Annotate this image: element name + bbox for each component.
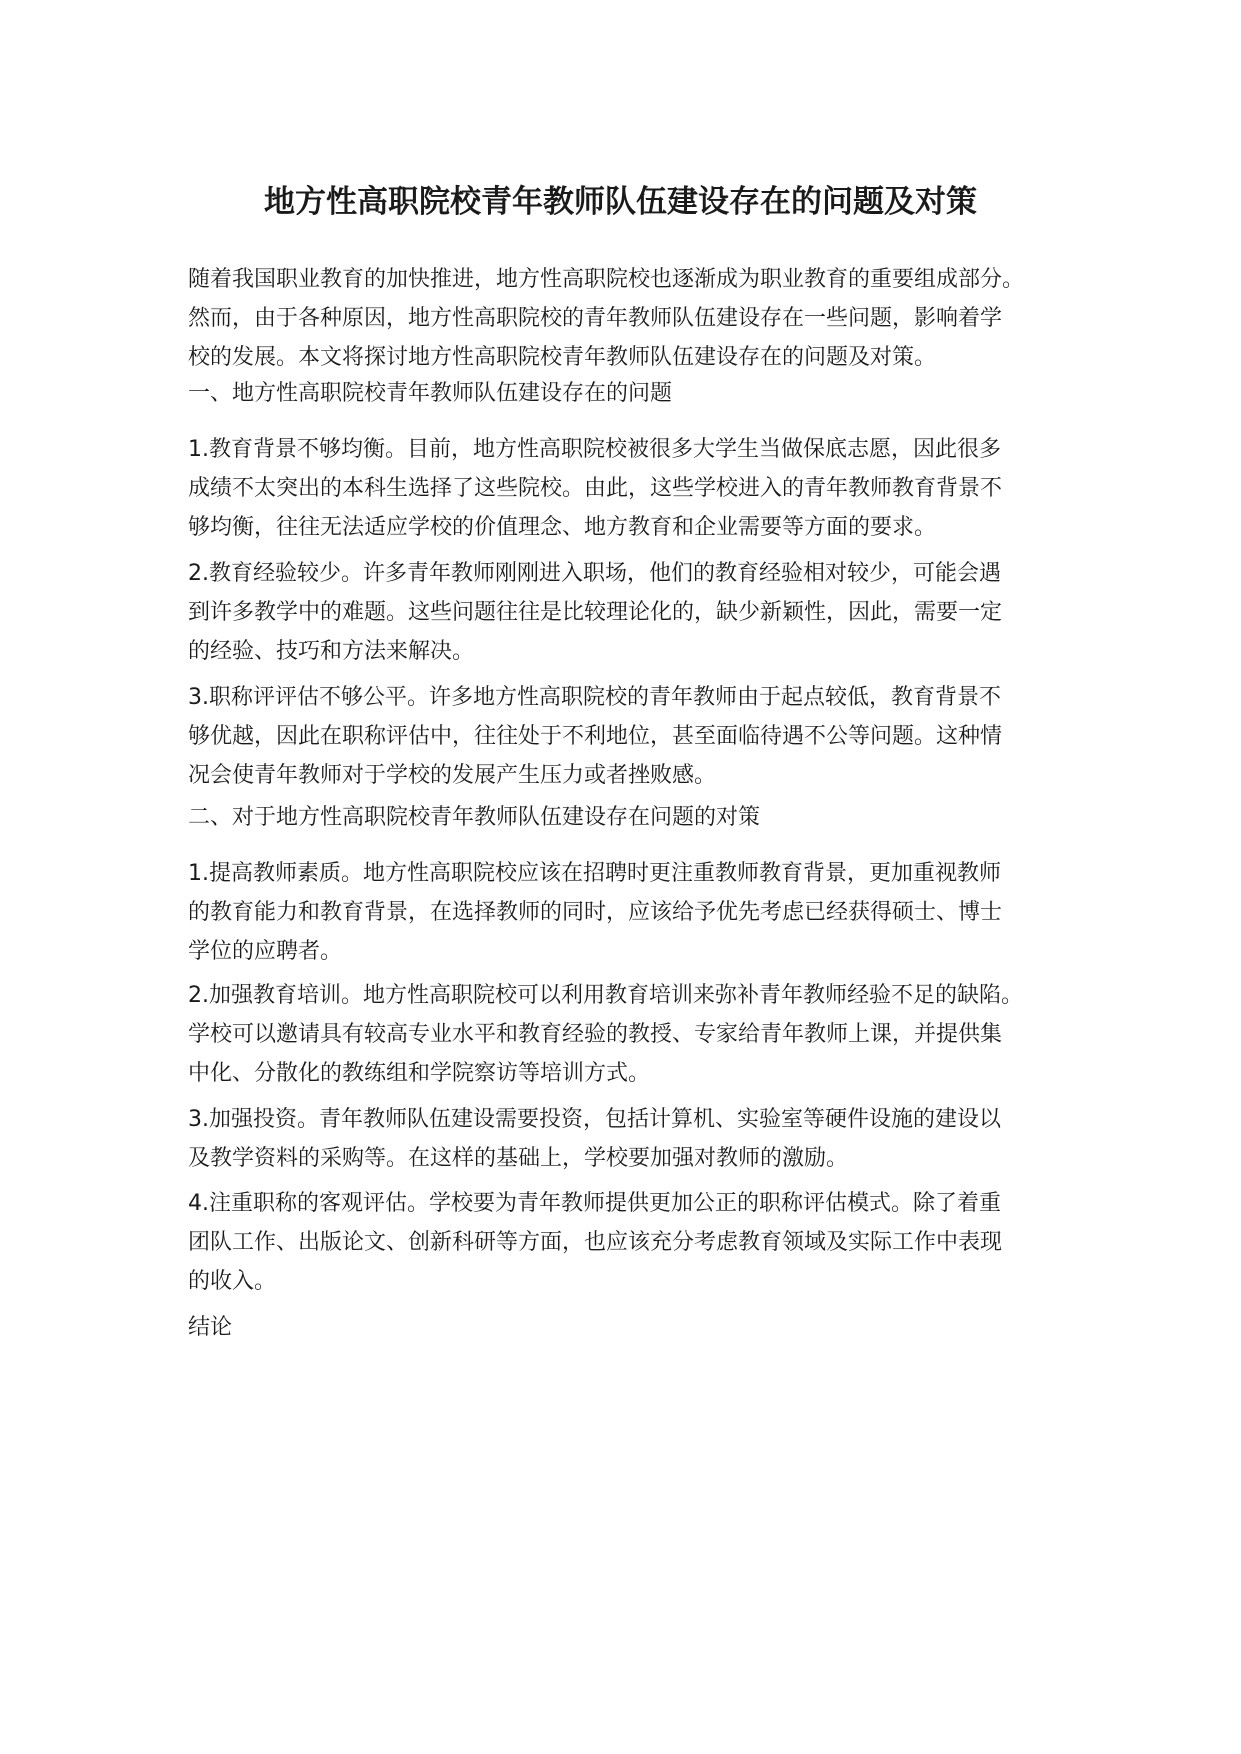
text-line: 中化、分散化的教练组和学院察访等培训方式。 (188, 1061, 651, 1086)
text-line: 1.提高教师素质。地方性高职院校应该在招聘时更注重教师教育背景，更加重视教师 (188, 861, 1001, 886)
text-line: 学位的应聘者。 (188, 939, 343, 964)
paragraph-solution-1 (188, 854, 1073, 971)
text-line: 的收入。 (188, 1269, 277, 1294)
text-line: 校的发展。本文将探讨地方性高职院校青年教师队伍建设存在的问题及对策。 (188, 345, 937, 370)
conclusion-heading (188, 1308, 1073, 1347)
document-title: 地方性高职院校青年教师队伍建设存在的问题及对策 (264, 184, 977, 220)
paragraph-solution-2 (188, 976, 1073, 1093)
text-line: 够均衡，往往无法适应学校的价值理念、地方教育和企业需要等方面的要求。 (188, 515, 937, 540)
paragraph-solution-4 (188, 1184, 1073, 1301)
heading-text: 二、对于地方性高职院校青年教师队伍建设存在问题的对策 (188, 805, 761, 830)
text-line: 学校可以邀请具有较高专业水平和教育经验的教授、专家给青年教师上课，并提供集 (188, 1022, 1003, 1047)
section-heading-problems (188, 374, 1073, 413)
text-line: 2.加强教育培训。地方性高职院校可以利用教育培训来弥补青年教师经验不足的缺陷。 (188, 983, 1023, 1008)
text-line: 然而，由于各种原因，地方性高职院校的青年教师队伍建设存在一些问题，影响着学 (188, 306, 1003, 331)
text-line: 3.职称评评估不够公平。许多地方性高职院校的青年教师由于起点较低，教育背景不 (188, 685, 1001, 710)
text-line: 况会使青年教师对于学校的发展产生压力或者挫败感。 (188, 763, 717, 788)
text-line: 够优越，因此在职称评估中，往往处于不利地位，甚至面临待遇不公等问题。这种情 (188, 724, 1003, 749)
text-line: 的教育能力和教育背景，在选择教师的同时，应该给予优先考虑已经获得硕士、博士 (188, 900, 1003, 925)
text-line: 4.注重职称的客观评估。学校要为青年教师提供更加公正的职称评估模式。除了着重 (188, 1191, 1001, 1216)
text-line: 1.教育背景不够均衡。目前，地方性高职院校被很多大学生当做保底志愿，因此很多 (188, 437, 1001, 462)
text-line: 到许多教学中的难题。这些问题往往是比较理论化的，缺少新颖性，因此，需要一定 (188, 600, 1003, 625)
text-line: 的经验、技巧和方法来解决。 (188, 639, 475, 664)
paragraph-problem-3 (188, 678, 1073, 795)
paragraph-intro (188, 260, 1073, 377)
text-line: 及教学资料的采购等。在这样的基础上，学校要加强对教师的激励。 (188, 1146, 849, 1171)
text-line: 随着我国职业教育的加快推进，地方性高职院校也逐渐成为职业教育的重要组成部分。 (188, 267, 1025, 292)
text-line: 成绩不太突出的本科生选择了这些院校。由此，这些学校进入的青年教师教育背景不 (188, 476, 1003, 501)
heading-text: 结论 (188, 1315, 233, 1340)
text-line: 2.教育经验较少。许多青年教师刚刚进入职场，他们的教育经验相对较少，可能会遇 (188, 561, 1001, 586)
paragraph-problem-1 (188, 430, 1073, 547)
heading-text: 一、地方性高职院校青年教师队伍建设存在的问题 (188, 381, 673, 406)
paragraph-solution-3 (188, 1100, 1073, 1178)
text-line: 3.加强投资。青年教师队伍建设需要投资，包括计算机、实验室等硬件设施的建设以 (188, 1107, 1001, 1132)
text-line: 团队工作、出版论文、创新科研等方面，也应该充分考虑教育领域及实际工作中表现 (188, 1230, 1003, 1255)
paragraph-problem-2 (188, 554, 1073, 671)
section-heading-solutions (188, 798, 1073, 837)
